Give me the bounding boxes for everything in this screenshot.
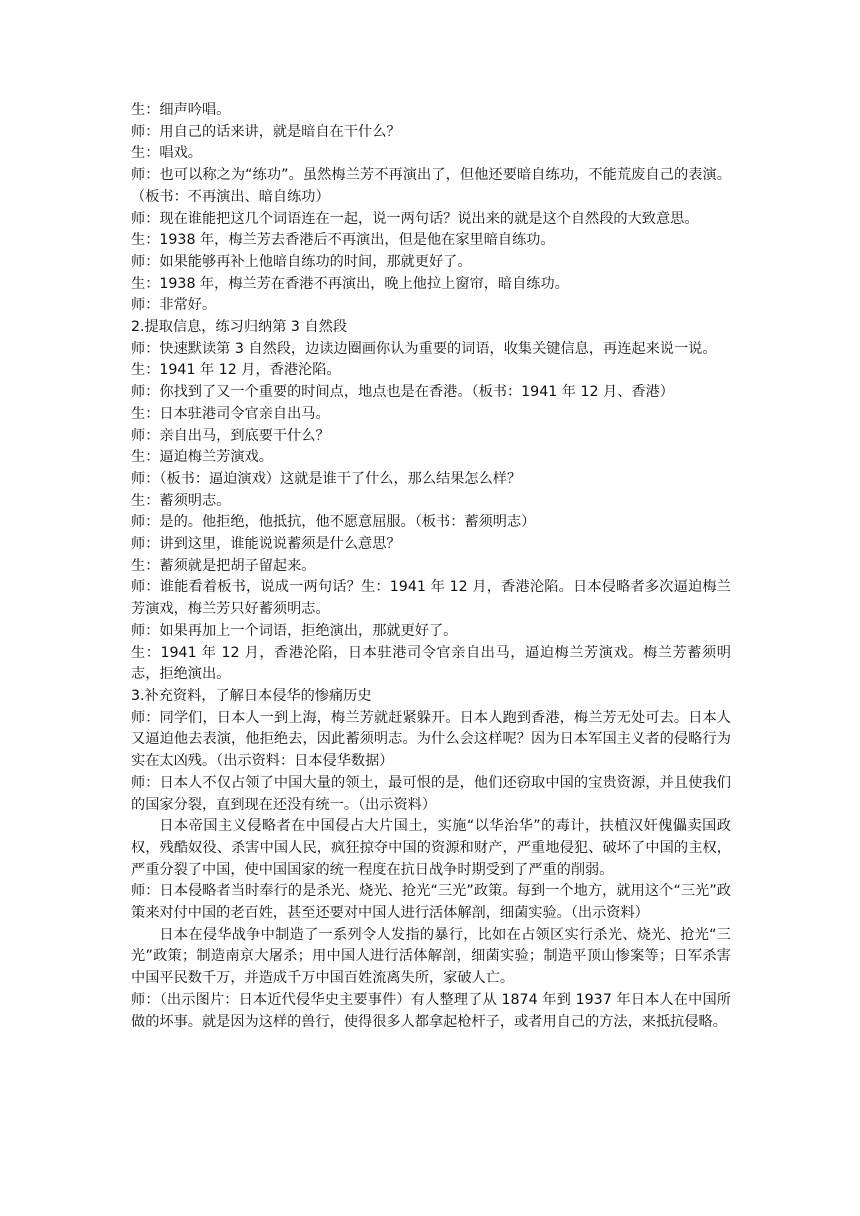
dialogue-line: 师：日本侵略者当时奉行的是杀光、烧光、抢光“三光”政策。每到一个地方，就用这个“三光”政策来对付中国的老百姓，甚至还要对中国人进行活体解剖，细菌实验。（出示资料）: [131, 883, 731, 922]
dialogue-line: 师：是的。他拒绝，他抵抗，他不愿意屈服。（板书：蓄须明志）: [131, 514, 536, 531]
dialogue-line: 生：蓄须明志。: [131, 492, 231, 509]
dialogue-line: 师：如果再加上一个词语，拒绝演出，那就更好了。: [131, 622, 458, 639]
dialogue-line: 师：讲到这里，谁能说说蓄须是什么意思？: [131, 536, 401, 553]
dialogue-line: 生：逼迫梅兰芳演戏。: [131, 449, 273, 466]
section-heading: 2.提取信息，练习归纳第 3 自然段: [131, 319, 348, 336]
reference-material: 日本帝国主义侵略者在中国侵占大片国土，实施“以华治华”的毒计，扶植汉奸傀儡卖国政权，残酷奴役、杀害中国人民，疯狂掠夺中国的资源和财产，严重地侵犯、破坏了中国的主权，严重分裂了中国，使中国国家的统一程度在抗日战争时期受到了严重的削弱。: [131, 818, 731, 878]
dialogue-line: 师：如果能够再补上他暗自练功的时间，那就更好了。: [131, 253, 472, 270]
dialogue-line: 生：1938 年，梅兰芳在香港不再演出，晚上他拉上窗帘，暗自练功。: [131, 275, 569, 292]
dialogue-line: 生：唱戏。: [131, 145, 202, 162]
dialogue-line: 生：细声吟唱。: [131, 102, 231, 118]
reference-material: 日本在侵华战争中制造了一系列令人发指的暴行，比如在占领区实行杀光、烧光、抢光“三光”政策；制造南京大屠杀；用中国人进行活体解剖，细菌实验；制造平顶山惨案等；日军杀害中国平民数千万，并造成千万中国百姓流离失所，家破人亡。: [131, 926, 731, 987]
dialogue-line: 师：现在谁能把这几个词语连在一起，说一两句话？说出来的就是这个自然段的大致意思。: [131, 210, 699, 227]
dialogue-line: 师：日本人不仅占领了中国大量的领土，最可恨的是，他们还窃取中国的宝贵资源，并且使我们的国家分裂，直到现在还没有统一。（出示资料）: [131, 774, 731, 813]
dialogue-line: 师：亲自出马，到底要干什么？: [131, 427, 330, 444]
dialogue-line: 师：也可以称之为“练功”。虽然梅兰芳不再演出了，但他还要暗自练功，不能荒废自己的表演。（板书：不再演出、暗自练功）: [131, 167, 731, 205]
dialogue-line: 师：非常好。: [131, 297, 217, 314]
dialogue-line: 师：同学们，日本人一到上海，梅兰芳就赶紧躲开。日本人跑到香港，梅兰芳无处可去。日本人又逼迫他去表演，他拒绝去，因此蓄须明志。为什么会这样呢？因为日本军国主义者的侵略行为实在太凶残。（出示资料：日本侵华数据）: [131, 709, 731, 770]
dialogue-line: 师：谁能看着板书，说成一两句话？生：1941 年 12 月，香港沦陷。日本侵略者多次逼迫梅兰芳演戏，梅兰芳只好蓄须明志。: [131, 579, 731, 618]
dialogue-line: 师：（出示图片：日本近代侵华史主要事件）有人整理了从 1874 年到 1937 年日本人在中国所做的坏事。就是因为这样的兽行，使得很多人都拿起枪杆子，或者用自己的方法，来抵抗侵略。: [131, 991, 731, 1030]
dialogue-line: 生：1938 年，梅兰芳去香港后不再演出，但是他在家里暗自练功。: [131, 232, 555, 249]
dialogue-line: 生：蓄须就是把胡子留起来。: [131, 557, 316, 574]
dialogue-line: 师：你找到了又一个重要的时间点，地点也是在香港。（板书：1941 年 12 月、香港）: [131, 384, 674, 401]
dialogue-line: 生：1941 年 12 月，香港沦陷，日本驻港司令官亲自出马，逼迫梅兰芳演戏。梅兰芳蓄须明志，拒绝演出。: [131, 644, 731, 683]
dialogue-line: 师：快速默读第 3 自然段，边读边圈画你认为重要的词语，收集关键信息，再连起来说一说。: [131, 340, 717, 357]
dialogue-line: 师：用自己的话来讲，就是暗自在干什么？: [131, 123, 401, 140]
dialogue-line: 生：1941 年 12 月，香港沦陷。: [131, 362, 341, 379]
lesson-transcript: [131, 100, 731, 1033]
dialogue-line: 生：日本驻港司令官亲自出马。: [131, 405, 330, 422]
dialogue-line: 师：（板书：逼迫演戏）这就是谁干了什么，那么结果怎么样？: [131, 470, 522, 487]
section-heading: 3.补充资料，了解日本侵华的惨痛历史: [131, 687, 372, 704]
